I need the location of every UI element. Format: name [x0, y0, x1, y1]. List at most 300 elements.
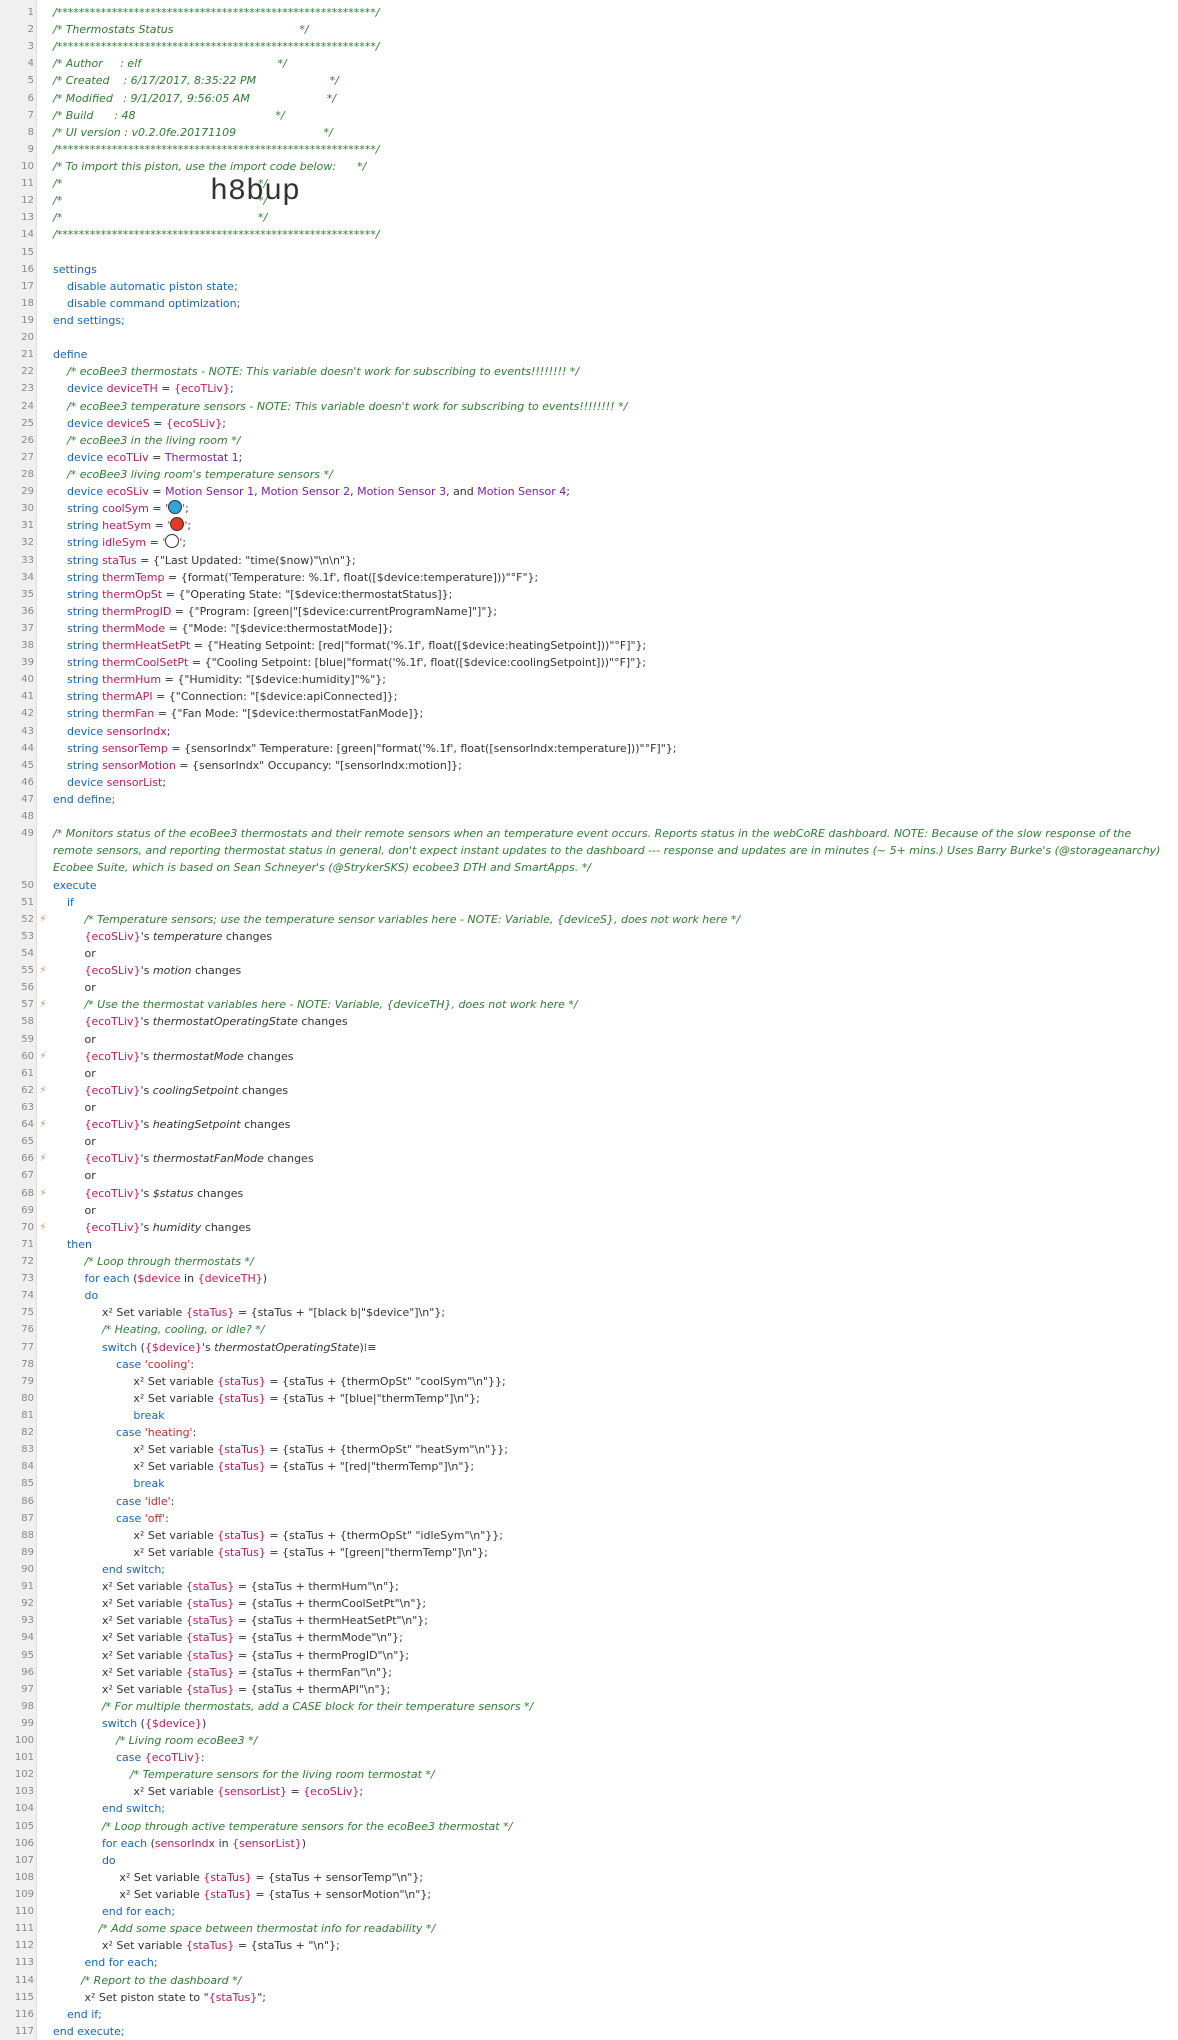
code-token: thermostatMode: [152, 1049, 244, 1063]
line-number: 54: [21, 948, 34, 960]
code-text: [53, 278, 1170, 295]
code-line: [0, 1407, 1178, 1424]
code-line: [0, 1561, 1178, 1578]
line-number: 69: [21, 1204, 34, 1216]
line-number: 65: [21, 1136, 34, 1148]
code-line: [0, 1424, 1178, 1441]
code-token: changes: [193, 1186, 244, 1200]
code-line: [0, 1937, 1178, 1954]
code-text: [53, 432, 1170, 449]
code-token: /* Heating, cooling, or idle? */: [53, 1323, 265, 1337]
code-text: [53, 962, 1170, 979]
line-number: 18: [21, 297, 34, 309]
code-token: {sensorList}: [217, 1785, 287, 1799]
code-token: settings: [53, 262, 97, 276]
code-token: = {staTus + {thermOpSt" "coolSym"\n"}};: [265, 1374, 506, 1388]
line-number: 55: [21, 965, 34, 977]
code-token: changes: [263, 1152, 314, 1166]
code-line: [0, 1612, 1178, 1629]
code-line: [0, 1818, 1178, 1835]
code-line: [0, 1202, 1178, 1219]
code-text: [53, 55, 1170, 72]
code-line: [0, 705, 1178, 722]
code-line: [0, 1903, 1178, 1920]
line-number: 20: [21, 332, 34, 344]
idle-symbol-icon: [165, 534, 179, 548]
code-token: = {"Heating Setpoint: [red|"format('%.1f', float([$device:heatingSetpoint]))"°F]"};: [190, 639, 647, 653]
code-token: ;: [185, 502, 189, 516]
line-number: 56: [21, 982, 34, 994]
code-token: string: [53, 519, 103, 533]
code-token: changes: [201, 1220, 251, 1234]
code-token: ;: [162, 775, 167, 789]
code-token: disable automatic piston state;: [53, 279, 238, 293]
line-number: 21: [21, 349, 34, 361]
line-number: 107: [14, 1854, 34, 1866]
line-number: 46: [21, 776, 34, 788]
code-line: [0, 637, 1178, 654]
code-text: [53, 894, 1170, 911]
code-token: x² Set variable: [53, 1648, 186, 1662]
code-line: [0, 244, 1178, 261]
code-token: {staTus}: [185, 1631, 235, 1645]
line-number: 115: [14, 1991, 34, 2003]
line-number: 15: [21, 246, 34, 258]
code-token: )⁞≡: [359, 1340, 377, 1354]
code-token: = {staTus + "\n"};: [234, 1939, 340, 1953]
code-text: [53, 2006, 1170, 2023]
code-line: [0, 1167, 1178, 1184]
code-line: [0, 1475, 1178, 1492]
code-text: [53, 1920, 1170, 1937]
code-text: [53, 569, 1170, 586]
code-text: [53, 415, 1170, 432]
line-number: 59: [21, 1033, 34, 1045]
line-number: 76: [21, 1324, 34, 1336]
code-token: /**********************************************************/: [53, 6, 380, 19]
code-token: end for each;: [53, 1956, 158, 1970]
code-token: /**********************************************************/: [53, 40, 380, 54]
code-token: string: [53, 758, 103, 772]
code-token: x² Set variable: [53, 1785, 218, 1799]
code-token: 's: [140, 1186, 153, 1200]
code-token: {deviceTH}: [197, 1272, 263, 1286]
code-token: x² Set variable: [53, 1374, 218, 1388]
code-line: [0, 1390, 1178, 1407]
code-text: [53, 1612, 1170, 1629]
code-token: /* Loop through thermostats */: [53, 1254, 254, 1268]
code-line: [0, 928, 1178, 945]
line-number: 22: [21, 366, 34, 378]
code-token: {ecoTLiv}: [53, 1152, 141, 1166]
code-text: [53, 1818, 1170, 1835]
code-token: $status: [152, 1186, 194, 1200]
code-token: {ecoSLiv}: [165, 416, 223, 430]
code-line: [0, 1578, 1178, 1595]
code-text: [53, 38, 1170, 55]
line-number: 61: [21, 1067, 34, 1079]
code-token: 'off': [144, 1511, 166, 1525]
code-token: /* */: [53, 177, 268, 191]
code-token: {staTus}: [185, 1665, 235, 1679]
code-text: [53, 1647, 1170, 1664]
code-text: [53, 979, 1170, 996]
line-number: 74: [21, 1290, 34, 1302]
code-token: {staTus}: [185, 1648, 235, 1662]
code-text: [53, 1681, 1170, 1698]
code-token: in: [180, 1272, 198, 1286]
code-token: thermCoolSetPt: [102, 656, 189, 670]
code-text: [53, 1133, 1170, 1150]
code-token: =: [157, 382, 174, 396]
code-token: ;: [166, 724, 171, 738]
code-token: /* Modified : 9/1/2017, 9:56:05 AM */: [53, 91, 336, 105]
code-token: ,: [350, 485, 358, 499]
code-text: [53, 449, 1170, 466]
code-text: [53, 1082, 1170, 1099]
code-line: [0, 1031, 1178, 1048]
line-number: 71: [21, 1238, 34, 1250]
code-token: sensorTemp: [102, 741, 168, 755]
code-token: for each: [53, 1272, 134, 1286]
code-token: sensorList: [106, 775, 163, 789]
code-text: [53, 1527, 1170, 1544]
code-token: 's: [140, 1015, 153, 1029]
code-text: [53, 1578, 1170, 1595]
code-text: [53, 1749, 1170, 1766]
code-token: 's: [140, 1049, 153, 1063]
code-line: [0, 1749, 1178, 1766]
code-line: [0, 1629, 1178, 1646]
code-text: [53, 1783, 1170, 1800]
line-number: 34: [21, 571, 34, 583]
code-token: idleSym: [102, 536, 147, 550]
code-token: = {sensorIndx" Temperature: [green|"format('%.1f', float([sensorIndx:temperature]))"°F]"};: [167, 741, 677, 755]
code-text: [53, 740, 1170, 757]
code-token: x² Set variable: [53, 1545, 218, 1559]
line-number: 10: [21, 160, 34, 172]
code-text: [53, 1048, 1170, 1065]
line-number: 42: [21, 708, 34, 720]
code-token: case: [53, 1426, 145, 1440]
code-text: [53, 1407, 1170, 1424]
code-token: = {staTus + "[blue|"thermTemp"]\n"};: [265, 1391, 480, 1405]
code-line: [0, 1013, 1178, 1030]
code-line: [0, 552, 1178, 569]
code-token: {ecoTLiv}: [53, 1015, 141, 1029]
code-line: [0, 791, 1178, 808]
line-number: 26: [21, 434, 34, 446]
line-number: 73: [21, 1273, 34, 1285]
code-token: {staTus}: [217, 1460, 266, 1474]
code-token: device: [53, 416, 107, 430]
code-token: string: [53, 502, 103, 516]
code-line: [0, 569, 1178, 586]
code-token: /* */: [53, 194, 268, 208]
code-text: [53, 620, 1170, 637]
line-number: 44: [21, 742, 34, 754]
code-token: string: [53, 707, 103, 721]
code-token: ,: [254, 485, 262, 499]
event-trigger-icon: ⚡: [39, 1153, 47, 1165]
code-line: [0, 740, 1178, 757]
code-token: changes: [297, 1015, 348, 1029]
code-text: [53, 1954, 1170, 1971]
line-number: 19: [21, 314, 34, 326]
line-number: 41: [21, 691, 34, 703]
line-number: 28: [21, 468, 34, 480]
line-number: 52: [21, 913, 34, 925]
code-token: changes: [243, 1049, 294, 1063]
line-number: 11: [21, 178, 34, 190]
code-token: heatingSetpoint: [152, 1118, 241, 1132]
line-number: 29: [21, 486, 34, 498]
line-number: 78: [21, 1358, 34, 1370]
code-token: case: [53, 1511, 145, 1525]
code-token: /* Temperature sensors; use the temperature sensor variables here - NOTE: Variable, {deviceS}, does not work here */: [53, 912, 741, 926]
code-line: [0, 398, 1178, 415]
code-token: ): [262, 1272, 268, 1286]
code-line: [0, 466, 1178, 483]
code-token: ': [184, 519, 188, 533]
code-line: [0, 124, 1178, 141]
code-line: [0, 2023, 1178, 2040]
code-line: [0, 363, 1178, 380]
code-token: = {"Humidity: "[$device:humidity]"%"};: [161, 673, 387, 687]
code-token: , and: [446, 485, 478, 499]
line-number: 113: [14, 1957, 34, 1969]
code-token: x² Set variable: [53, 1460, 218, 1474]
code-token: ;: [566, 485, 570, 499]
line-number: 103: [14, 1786, 34, 1798]
event-trigger-icon: ⚡: [39, 1050, 47, 1062]
code-token: staTus: [102, 553, 137, 567]
line-number: 108: [14, 1871, 34, 1883]
line-number: 92: [21, 1598, 34, 1610]
code-token: = {staTus + thermHeatSetPt"\n"};: [234, 1614, 429, 1628]
code-line: [0, 979, 1178, 996]
line-number: 3: [27, 41, 34, 53]
code-token: or: [53, 947, 96, 961]
line-number: 100: [14, 1735, 34, 1747]
code-token: ): [202, 1716, 207, 1730]
code-token: case: [53, 1751, 145, 1765]
line-number: 101: [14, 1752, 34, 1764]
line-number: 72: [21, 1255, 34, 1267]
code-token: string: [53, 639, 103, 653]
code-line: [0, 1099, 1178, 1116]
code-token: changes: [191, 964, 242, 978]
line-number: 5: [27, 75, 34, 87]
line-number: 62: [21, 1084, 34, 1096]
code-text: [53, 1270, 1170, 1287]
code-text: [53, 1356, 1170, 1373]
code-token: {ecoSLiv}: [303, 1785, 360, 1799]
line-number: 6: [27, 92, 34, 104]
code-text: [53, 1167, 1170, 1184]
code-line: [0, 1664, 1178, 1681]
code-token: if: [53, 895, 74, 909]
code-token: /* Temperature sensors for the living room termostat */: [53, 1768, 435, 1782]
code-token: thermTemp: [102, 570, 165, 584]
code-text: [53, 21, 1170, 38]
code-token: thermostatFanMode: [152, 1152, 264, 1166]
code-token: {ecoTLiv}: [53, 1118, 141, 1132]
code-line: [0, 1954, 1178, 1971]
code-text: [53, 928, 1170, 945]
code-token: 's: [140, 964, 153, 978]
line-number: 70: [21, 1221, 34, 1233]
code-text: [53, 1852, 1170, 1869]
code-text: [53, 1510, 1170, 1527]
code-token: =: [146, 536, 163, 550]
line-number: 99: [21, 1717, 34, 1729]
code-token: /* ecoBee3 in the living room */: [53, 433, 241, 447]
code-text: [53, 637, 1170, 654]
line-number: 49: [21, 828, 34, 840]
code-token: x² Set variable: [53, 1443, 218, 1457]
code-token: x² Set variable: [53, 1870, 204, 1884]
code-text: [53, 1031, 1170, 1048]
code-token: thermostatOperatingState: [152, 1015, 298, 1029]
code-text: [53, 705, 1170, 722]
code-token: {staTus}: [203, 1888, 252, 1902]
line-number: 96: [21, 1666, 34, 1678]
line-number: 109: [14, 1889, 34, 1901]
code-line: [0, 1048, 1178, 1065]
code-token: 's: [140, 929, 153, 943]
line-number: 51: [21, 896, 34, 908]
code-token: /* Add some space between thermostat info for readability */: [53, 1922, 436, 1936]
code-token: = {staTus + sensorTemp"\n"};: [251, 1870, 424, 1884]
line-number: 105: [14, 1820, 34, 1832]
code-token: (: [133, 1272, 138, 1286]
code-token: string: [53, 656, 103, 670]
line-number: 24: [21, 400, 34, 412]
code-token: end settings;: [53, 313, 125, 327]
code-token: {staTus}: [217, 1391, 266, 1405]
code-line: [0, 1595, 1178, 1612]
code-line: [0, 945, 1178, 962]
code-text: [53, 1253, 1170, 1270]
code-text: [53, 1835, 1170, 1852]
code-token: =: [148, 502, 166, 516]
code-line: [0, 2006, 1178, 2023]
code-token: = {sensorIndx" Occupancy: "[sensorIndx:motion]};: [175, 758, 462, 772]
line-number: 84: [21, 1461, 34, 1473]
code-token: /* Thermostats Status */: [53, 23, 309, 37]
code-token: or: [53, 1066, 96, 1080]
code-text: [53, 1869, 1170, 1886]
code-token: ;: [222, 416, 226, 430]
code-line: [0, 1065, 1178, 1082]
code-token: {ecoSLiv}: [53, 964, 141, 978]
code-text: [53, 1202, 1170, 1219]
code-line: [0, 158, 1178, 175]
code-line: [0, 312, 1178, 329]
code-text: [53, 295, 1170, 312]
code-token: = {staTus + thermAPI"\n"};: [234, 1682, 391, 1696]
code-token: then: [53, 1237, 93, 1251]
code-token: = {staTus + {thermOpSt" "heatSym"\n"}};: [265, 1443, 508, 1457]
code-token: /* Created : 6/17/2017, 8:35:22 PM */: [53, 74, 339, 88]
code-line: [0, 107, 1178, 124]
line-number: 83: [21, 1444, 34, 1456]
code-line: [0, 1493, 1178, 1510]
code-line: [0, 1972, 1178, 1989]
event-trigger-icon: ⚡: [39, 1221, 47, 1233]
piston-code-view: [0, 4, 1178, 2040]
code-token: device: [53, 450, 107, 464]
code-token: 'idle': [144, 1494, 171, 1508]
line-number: 43: [21, 725, 34, 737]
code-token: = {"Operating State: "[$device:thermostatStatus]};: [162, 587, 453, 601]
line-number: 98: [21, 1700, 34, 1712]
code-text: [53, 1321, 1170, 1338]
line-number: 79: [21, 1375, 34, 1387]
code-token: coolingSetpoint: [152, 1083, 239, 1097]
code-token: {ecoTLiv}: [53, 1186, 141, 1200]
code-token: humidity: [152, 1220, 202, 1234]
code-text: [53, 1903, 1170, 1920]
code-line: [0, 723, 1178, 740]
code-line: [0, 1133, 1178, 1150]
line-number: 16: [21, 263, 34, 275]
code-token: case: [53, 1357, 145, 1371]
code-token: {staTus}: [217, 1545, 266, 1559]
code-token: {staTus}: [203, 1870, 252, 1884]
code-text: [53, 209, 1170, 226]
code-token: (: [140, 1716, 145, 1730]
code-token: string: [53, 621, 103, 635]
code-line: [0, 1920, 1178, 1937]
code-text: [53, 1732, 1170, 1749]
code-line: [0, 1356, 1178, 1373]
code-text: [53, 723, 1170, 740]
code-token: ': [162, 536, 166, 550]
line-number: 94: [21, 1632, 34, 1644]
code-token: = {format('Temperature: %.1f', float([$device:temperature]))"°F"};: [164, 570, 539, 584]
code-text: [53, 1441, 1170, 1458]
code-token: x² Set variable: [53, 1580, 186, 1594]
code-token: =: [148, 485, 166, 499]
code-line: [0, 175, 1178, 192]
code-token: thermostatOperatingState: [214, 1340, 360, 1354]
code-line: [0, 1800, 1178, 1817]
line-number: 25: [21, 417, 34, 429]
code-text: [53, 603, 1170, 620]
code-text: [53, 688, 1170, 705]
code-token: ': [179, 536, 183, 550]
code-line: [0, 1715, 1178, 1732]
code-token: thermProgID: [102, 604, 172, 618]
event-trigger-icon: ⚡: [39, 1084, 47, 1096]
code-line: [0, 209, 1178, 226]
code-token: x² Set variable: [53, 1939, 186, 1953]
line-number: 45: [21, 759, 34, 771]
code-text: [53, 483, 1170, 500]
code-token: coolSym: [102, 502, 149, 516]
line-number: 2: [27, 24, 34, 36]
code-text: [53, 996, 1170, 1013]
line-number: 82: [21, 1427, 34, 1439]
code-token: {ecoTLiv}: [53, 1220, 141, 1234]
code-text: [53, 1424, 1170, 1441]
code-token: = {"Fan Mode: "[$device:thermostatFanMode]};: [154, 707, 424, 721]
code-token: {staTus}: [185, 1306, 235, 1320]
code-token: $device: [137, 1272, 181, 1286]
code-line: [0, 517, 1178, 534]
